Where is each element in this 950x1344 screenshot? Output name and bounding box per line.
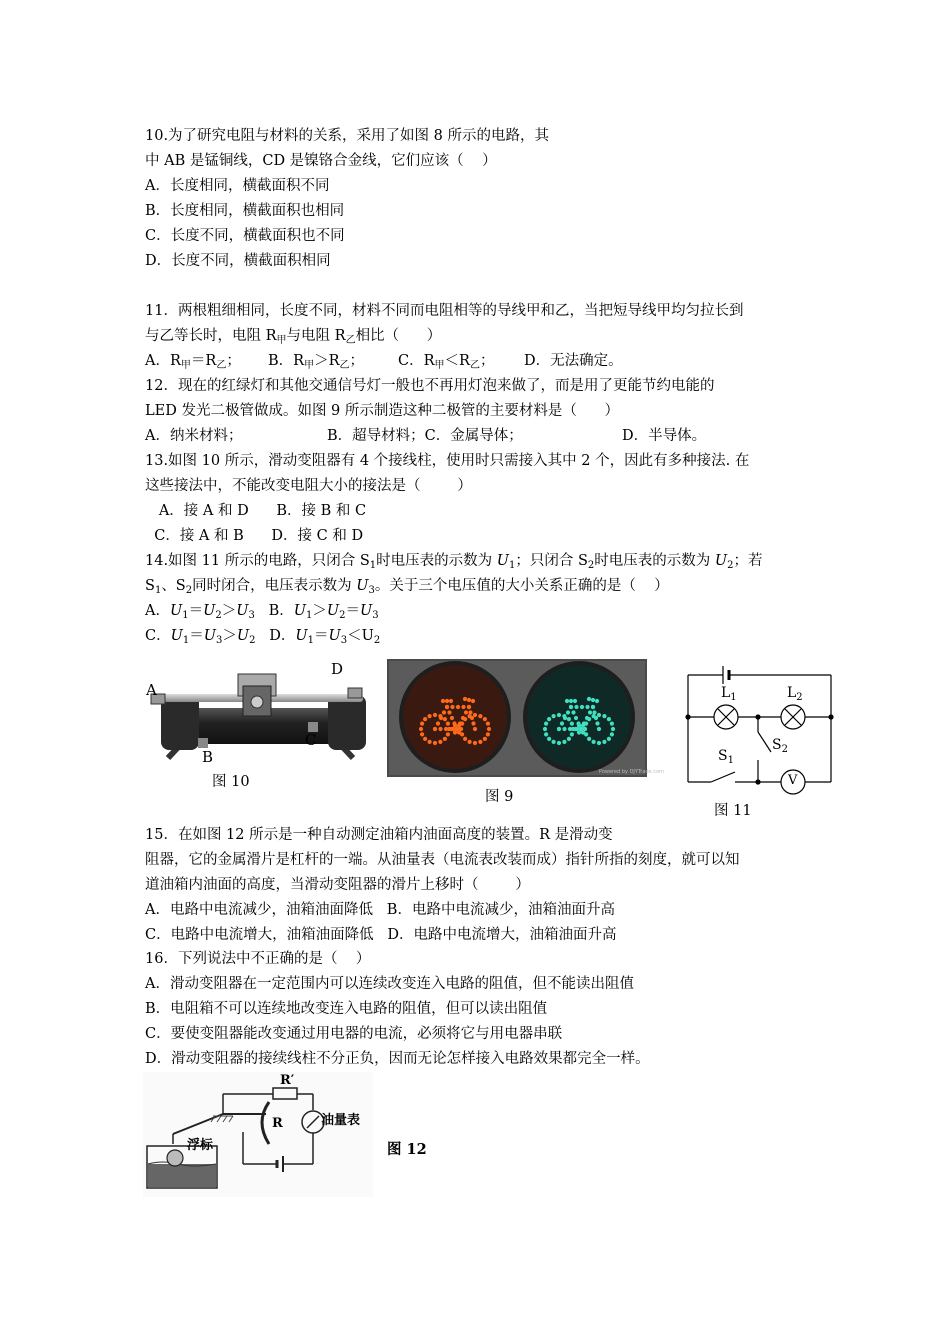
q12-option-d: D．半导体。	[622, 428, 707, 444]
led-dot	[470, 716, 474, 720]
q10-option-a: A．长度相同，横截面积不同	[145, 178, 330, 194]
figure-11-circuit	[683, 660, 838, 790]
led-dot	[568, 727, 572, 731]
led-dot	[592, 710, 596, 714]
fig12-label-meter: 油量表	[321, 1113, 361, 1128]
led-dot	[588, 710, 592, 714]
q11-option-d: D．无法确定。	[524, 353, 623, 369]
q13-stem-line2: 这些接法中，不能改变电阻大小的接法是（ ）	[145, 478, 472, 494]
led-dot	[473, 727, 477, 731]
led-dot	[557, 727, 561, 731]
led-dot	[468, 740, 472, 744]
led-dot	[473, 713, 477, 717]
q15-options-cd: C．电路中电流增大，油箱油面降低 D．电路中电流增大，油箱油面升高	[145, 927, 617, 943]
led-dot	[438, 740, 442, 744]
fig12-label-r: R	[272, 1116, 283, 1131]
fig11-voltmeter-label: V	[788, 773, 798, 788]
led-dot	[595, 721, 599, 725]
figure-12-oil-gauge	[143, 1072, 373, 1197]
led-dot	[567, 737, 571, 741]
led-dot	[457, 730, 461, 734]
led-dot	[471, 699, 475, 703]
q16-option-a: A．滑动变阻器在一定范围内可以连续改变连入电路的阻值，但不能读出阻值	[145, 976, 634, 992]
led-dot	[441, 699, 445, 703]
led-dot	[592, 740, 596, 744]
led-dot	[602, 714, 606, 718]
led-dot	[442, 710, 446, 714]
q12-stem-line1: 12．现在的红绿灯和其他交通信号灯一般也不再用灯泡来做了，而是用了更能节约电能的	[145, 378, 715, 394]
q14-options-ab: A．$U_1=U_2>U_3$ B．$U_1>U_2=U_3$	[145, 603, 379, 621]
q14-stem-line2: $S_1$、$S_2$同时闭合，电压表示数为 $U_3$。关于三个电压值的大小关系正确的是（ ）	[145, 578, 669, 596]
led-dot	[471, 721, 475, 725]
led-dot	[443, 737, 447, 741]
led-dot	[591, 705, 595, 709]
q16-option-b: B．电阻箱不可以连续地改变连入电路的阻值，但可以读出阻值	[145, 1001, 548, 1017]
led-dot	[433, 741, 437, 745]
led-dot	[562, 740, 566, 744]
led-dot	[587, 697, 591, 701]
q16-option-c: C．要使变阻器能改变通过用电器的电流，必须将它与用电器串联	[145, 1026, 563, 1042]
led-dot	[483, 717, 487, 721]
fig11-label-l1: $L_1$	[721, 685, 737, 703]
fig9-caption: 图 9	[485, 789, 514, 805]
fig11-label-s1: $S_1$	[718, 748, 734, 766]
fig12-caption: 图 12	[387, 1141, 427, 1158]
q10-stem-line2: 中 AB 是锰铜线，CD 是镍铬合金线，它们应该（ ）	[145, 153, 497, 169]
led-dot	[597, 741, 601, 745]
led-dot	[473, 741, 477, 745]
fig10-label-a: A	[146, 681, 157, 699]
fig10-label-b: B	[202, 748, 214, 766]
led-dot	[552, 740, 556, 744]
led-dot	[478, 740, 482, 744]
fig10-label-c: C	[305, 731, 317, 749]
led-dot	[602, 740, 606, 744]
led-dot	[444, 727, 448, 731]
led-dot	[468, 710, 472, 714]
led-dot	[439, 716, 443, 720]
q12-option-a: A．纳米材料；	[145, 428, 243, 444]
led-dot	[607, 717, 611, 721]
q16-option-d: D．滑动变阻器的接续线柱不分正负，因而无论怎样接入电路效果都完全一样。	[145, 1051, 650, 1067]
led-dot	[569, 699, 573, 703]
led-dot	[467, 698, 471, 702]
led-dot	[436, 721, 440, 725]
led-dot	[428, 714, 432, 718]
q10-option-b: B．长度相同，横截面积也相同	[145, 203, 345, 219]
fig12-label-float: 浮标	[187, 1138, 214, 1153]
led-dot	[478, 714, 482, 718]
led-dot	[420, 722, 424, 726]
q10-stem-line1: 10.为了研究电阻与材料的关系，采用了如图 8 所示的电路，其	[145, 128, 550, 144]
led-dot	[610, 732, 614, 736]
led-dot	[544, 722, 548, 726]
led-dot	[487, 727, 491, 731]
fig10-caption: 图 10	[212, 774, 250, 790]
q11-option-b: B．$R_甲>R_乙$；	[268, 353, 364, 371]
led-dot	[446, 732, 450, 736]
led-dot	[423, 717, 427, 721]
led-dot	[610, 722, 614, 726]
q15-stem-line2: 阻器，它的金属滑片是杠杆的一端。从油量表（电流表改装而成）指针所指的刻度，就可以知	[145, 852, 740, 868]
led-dot	[571, 710, 575, 714]
led-dot	[566, 710, 570, 714]
q13-options-cd: C．接 A 和 B D．接 C 和 D	[145, 528, 364, 544]
led-dot	[547, 737, 551, 741]
led-dot	[456, 705, 460, 709]
led-dot	[594, 716, 598, 720]
led-dot	[463, 697, 467, 701]
led-dot	[574, 705, 578, 709]
q11-option-a: A．$R_甲=R_乙$；	[145, 353, 241, 371]
led-dot	[447, 710, 451, 714]
led-dot	[433, 727, 437, 731]
led-dot	[457, 723, 461, 727]
led-dot	[438, 727, 442, 731]
led-dot	[570, 732, 574, 736]
led-dot	[467, 705, 471, 709]
led-dot	[552, 714, 556, 718]
led-dot	[433, 713, 437, 717]
q11-option-c: C．$R_甲<R_乙$；	[398, 353, 495, 371]
led-dot	[461, 705, 465, 709]
led-dot	[567, 717, 571, 721]
led-dot	[543, 727, 547, 731]
led-dot	[486, 722, 490, 726]
q16-stem: 16．下列说法中不正确的是（ ）	[145, 951, 371, 967]
led-dot	[597, 727, 601, 731]
q15-stem-line3: 道油箱内油面的高度，当滑动变阻器的滑片上移时（ ）	[145, 877, 530, 893]
q11-stem-line1: 11．两根粗细相同，长度不同，材料不同而电阻相等的导线甲和乙，当把短导线甲均匀拉长到	[145, 303, 744, 319]
q10-option-d: D．长度不同，横截面积相同	[145, 253, 331, 269]
q14-stem-line1: 14.如图 11 所示的电路，只闭合 $S_1$时电压表的示数为 $U_1$；只闭合 $S_2$时电压表的示数为 $U_2$；若	[145, 553, 763, 571]
led-dot	[577, 723, 581, 727]
led-dot	[607, 737, 611, 741]
led-dot	[565, 699, 569, 703]
led-dot	[463, 737, 467, 741]
q13-stem-line1: 13.如图 10 所示，滑动变阻器有 4 个接线柱，使用时只需接入其中 2 个，因此有多种接法. 在	[145, 453, 750, 469]
led-dot	[562, 727, 566, 731]
q14-options-cd: C．$U_1=U_3>U_2$ D．$U_1=U_3<U_2$	[145, 628, 381, 646]
fig12-label-r-prime: R′	[280, 1073, 295, 1088]
led-dot	[483, 737, 487, 741]
fig11-label-s2: $S_2$	[772, 737, 788, 755]
led-dot	[428, 740, 432, 744]
q15-options-ab: A．电路中电流减少，油箱油面降低 B．电路中电流减少，油箱油面升高	[145, 902, 615, 918]
led-dot	[574, 716, 578, 720]
led-dot	[563, 716, 567, 720]
led-dot	[597, 713, 601, 717]
led-dot	[560, 721, 564, 725]
led-dot	[557, 741, 561, 745]
led-dot	[557, 713, 561, 717]
led-dot	[581, 723, 585, 727]
led-dot	[595, 699, 599, 703]
fig10-label-d: D	[331, 660, 344, 678]
led-dot	[580, 705, 584, 709]
led-dot	[547, 717, 551, 721]
led-dot	[443, 717, 447, 721]
led-dot	[585, 716, 589, 720]
q10-option-c: C．长度不同，横截面积也不同	[145, 228, 345, 244]
led-dot	[570, 722, 574, 726]
led-dot	[486, 732, 490, 736]
led-dot	[445, 705, 449, 709]
led-dot	[445, 699, 449, 703]
led-dot	[587, 737, 591, 741]
q13-options-ab: A．接 A 和 D B．接 B 和 C	[145, 503, 367, 519]
led-dot	[420, 732, 424, 736]
q12-option-bc: B．超导材料；C．金属导体；	[327, 428, 523, 444]
q11-stem-line2: 与乙等长时，电阻 $R_甲$与电阻 $R_乙$相比（ ）	[145, 328, 442, 346]
led-dot	[453, 723, 457, 727]
led-dot	[449, 699, 453, 703]
led-dot	[464, 710, 468, 714]
fig9-watermark: Powered by DJYTrade.com	[599, 769, 664, 775]
q15-stem-line1: 15．在如图 12 所示是一种自动测定油箱内油面高度的装置。R 是滑动变	[145, 827, 613, 843]
fig11-label-l2: $L_2$	[787, 685, 803, 703]
figure-9-led-lights	[387, 659, 664, 777]
led-dot	[611, 727, 615, 731]
led-dot	[450, 716, 454, 720]
q12-stem-line2: LED 发光二极管做成。如图 9 所示制造这种二极管的主要材料是（ ）	[145, 403, 620, 419]
led-dot	[573, 699, 577, 703]
led-dot	[591, 698, 595, 702]
led-dot	[461, 716, 465, 720]
led-dot	[569, 705, 573, 709]
fig11-caption: 图 11	[714, 803, 752, 819]
led-dot	[544, 732, 548, 736]
led-dot	[450, 705, 454, 709]
led-dot	[446, 722, 450, 726]
led-dot	[581, 730, 585, 734]
led-dot	[423, 737, 427, 741]
led-dot	[419, 727, 423, 731]
led-dot	[585, 705, 589, 709]
